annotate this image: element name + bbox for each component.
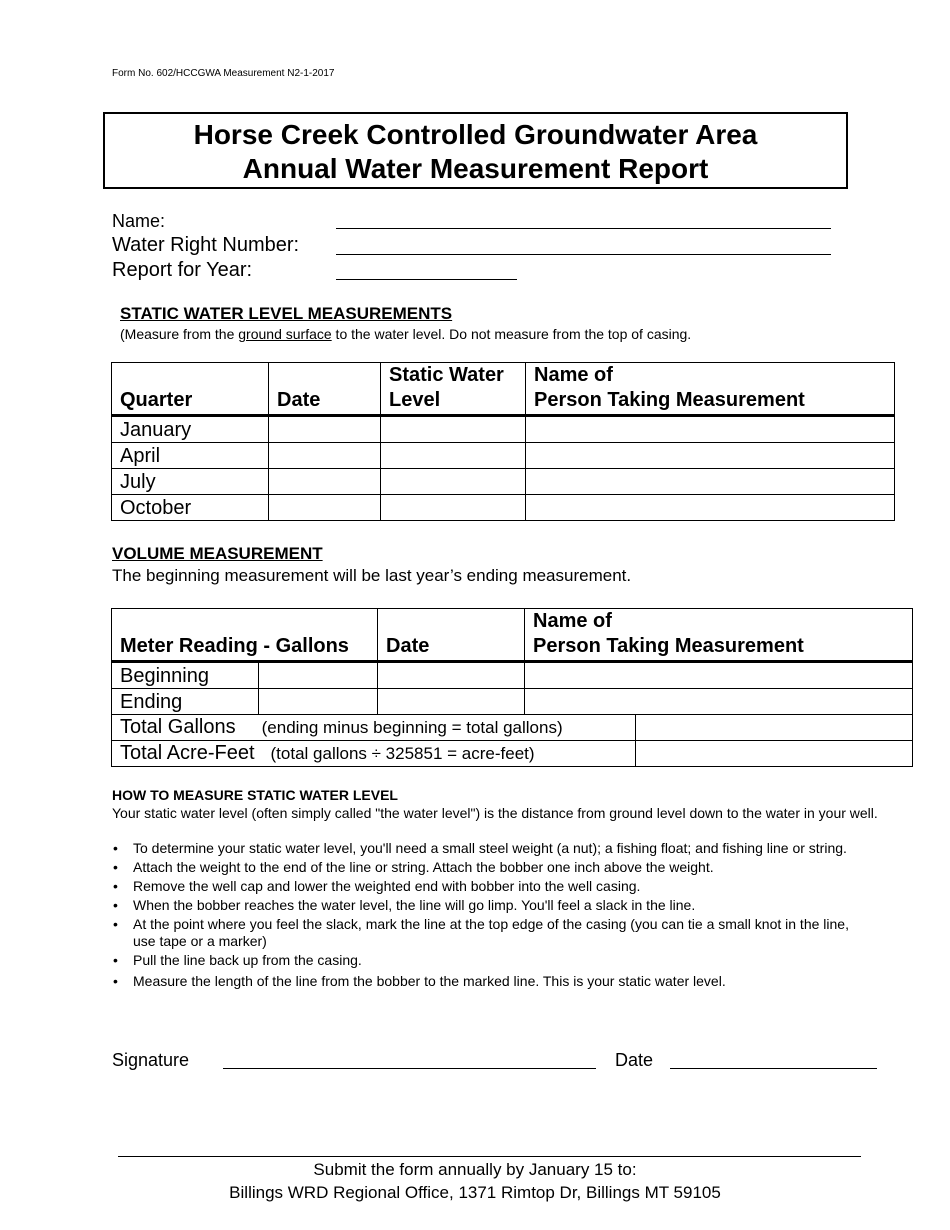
static-note: (Measure from the ground surface to the water level. Do not measure from the top of casing. — [120, 326, 692, 342]
level-cell[interactable] — [381, 416, 526, 443]
list-item: • Measure the length of the line from the bobber to the marked line. This is your static water level. — [133, 973, 913, 990]
header-date: Date — [269, 363, 381, 416]
volume-section-heading: VOLUME MEASUREMENT — [112, 544, 323, 563]
table-row — [112, 689, 913, 715]
date-label: Date — [615, 1050, 654, 1070]
table-row — [112, 741, 913, 767]
report-year-label: Report for Year: — [112, 259, 253, 281]
level-cell[interactable] — [381, 495, 526, 521]
volume-table — [111, 608, 913, 767]
report-year-field[interactable] — [336, 279, 517, 280]
how-to-intro: Your static water level (often simply called "the water level") is the distance from ground level down to the water in your well. — [112, 805, 878, 821]
level-cell[interactable] — [381, 469, 526, 495]
volume-note: The beginning measurement will be last year’s ending measurement. — [112, 566, 632, 585]
list-item: • Pull the line back up from the casing. — [133, 952, 913, 969]
static-section-heading: STATIC WATER LEVEL MEASUREMENTS — [120, 304, 453, 323]
signature-field[interactable] — [223, 1068, 596, 1069]
person-cell[interactable] — [526, 495, 895, 521]
list-item: • Attach the weight to the end of the line or string. Attach the bobber one inch above the weight. — [133, 859, 913, 876]
header-static-level: Static Water Level — [381, 363, 526, 416]
person-cell[interactable] — [526, 469, 895, 495]
signature-date-field[interactable] — [670, 1068, 877, 1069]
date-cell[interactable] — [378, 689, 525, 715]
how-to-heading: HOW TO MEASURE STATIC WATER LEVEL — [112, 787, 398, 803]
page-subtitle: Annual Water Measurement Report — [242, 153, 709, 184]
quarter-cell: April — [112, 443, 269, 469]
table-row — [112, 495, 895, 521]
list-item: • Remove the well cap and lower the weighted end with bobber into the well casing. — [133, 878, 913, 895]
person-cell[interactable] — [526, 443, 895, 469]
footer-divider — [118, 1156, 861, 1157]
header-meter-reading: Meter Reading - Gallons — [112, 609, 378, 662]
table-row — [112, 662, 913, 689]
person-cell[interactable] — [525, 689, 913, 715]
total-gallons-value-cell[interactable] — [636, 715, 913, 741]
footer-submit-text: Submit the form annually by January 15 to: — [313, 1160, 637, 1179]
total-gallons-label-cell: Total Gallons (ending minus beginning = total gallons) — [112, 715, 636, 741]
footer-address: Billings WRD Regional Office, 1371 Rimtop Dr, Billings MT 59105 — [229, 1183, 721, 1202]
date-cell[interactable] — [269, 443, 381, 469]
table-row — [112, 443, 895, 469]
table-row — [112, 416, 895, 443]
date-cell[interactable] — [269, 469, 381, 495]
total-acre-feet-label-cell: Total Acre-Feet (total gallons ÷ 325851 = acre-feet) — [112, 741, 636, 767]
list-item: • At the point where you feel the slack, mark the line at the top edge of the casing (you can tie a small knot in the line, use tape or a marker) — [133, 916, 858, 950]
date-cell[interactable] — [378, 662, 525, 689]
person-cell[interactable] — [526, 416, 895, 443]
reading-value-cell[interactable] — [259, 689, 378, 715]
list-item: • To determine your static water level, you'll need a small steel weight (a nut); a fishing float; and fishing line or string. — [133, 840, 913, 857]
reading-label: Ending — [112, 689, 259, 715]
signature-label: Signature — [112, 1050, 190, 1070]
header-date: Date — [378, 609, 525, 662]
date-cell[interactable] — [269, 416, 381, 443]
header-quarter: Quarter — [112, 363, 269, 416]
name-field[interactable] — [336, 228, 831, 229]
how-to-steps — [112, 840, 913, 992]
ground-surface-emphasis: ground surface — [238, 326, 332, 342]
list-item: • When the bobber reaches the water level, the line will go limp. You'll feel a slack in the line. — [133, 897, 913, 914]
water-right-field[interactable] — [336, 254, 831, 255]
water-right-label: Water Right Number: — [112, 234, 300, 256]
person-cell[interactable] — [525, 662, 913, 689]
title-box — [103, 112, 848, 189]
page-title: Horse Creek Controlled Groundwater Area — [193, 119, 758, 150]
table-row — [112, 715, 913, 741]
reading-label: Beginning — [112, 662, 259, 689]
total-acre-feet-value-cell[interactable] — [636, 741, 913, 767]
reading-value-cell[interactable] — [259, 662, 378, 689]
quarter-cell: October — [112, 495, 269, 521]
date-cell[interactable] — [269, 495, 381, 521]
quarter-cell: July — [112, 469, 269, 495]
name-label: Name: — [112, 211, 166, 231]
table-row — [112, 469, 895, 495]
static-water-table — [111, 362, 895, 521]
header-person: Name of Person Taking Measurement — [525, 609, 913, 662]
level-cell[interactable] — [381, 443, 526, 469]
form-number: Form No. 602/HCCGWA Measurement N2-1-2017 — [112, 68, 335, 79]
quarter-cell: January — [112, 416, 269, 443]
header-person: Name of Person Taking Measurement — [526, 363, 895, 416]
